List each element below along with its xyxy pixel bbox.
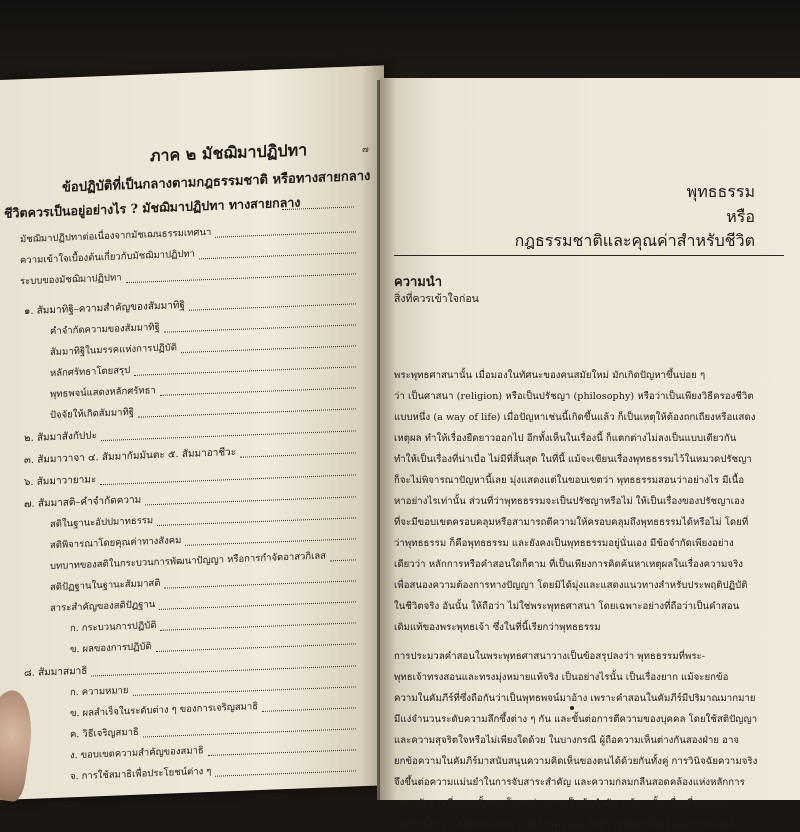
leader-dots [208, 749, 356, 756]
leader-dots [100, 474, 356, 485]
body-line: แบบหนึ่ง (a way of life) เมื่อปัญหาเช่นนี้เกิดขึ้นแล้ว ก็เป็นเหตุให้ต้องถกเถียงหรือแสดง [394, 412, 756, 423]
body-line: การประมวลคำสอนในพระพุทธศาสนาวางเป็นข้อสรุปลงว่า พุทธธรรมที่พระ- [394, 651, 706, 662]
leader-dots [160, 387, 356, 396]
leader-dots [215, 231, 356, 237]
body-line: เหตุผล ทำให้เรื่องยืดยาวออกไป อีกทั้งเห็นในเรื่องนี้ ก็แตกต่างไม่ลงเป็นแบบเดียวกัน [394, 433, 737, 444]
toc-entry: สาระสำคัญของสติปัฏฐาน [50, 599, 156, 615]
leader-dots [91, 665, 356, 676]
toc-entry: คำจำกัดความของสัมมาทิฐิ [50, 321, 160, 338]
toc-entry: ปัจจัยให้เกิดสัมมาทิฐิ [50, 406, 134, 422]
leader-dots [181, 345, 356, 353]
leader-dots [138, 408, 356, 417]
leader-dots [159, 601, 356, 610]
leader-dots [133, 686, 356, 696]
book-title-1: พุทธธรรม [686, 182, 755, 201]
leader-dots [185, 538, 356, 546]
toc-entry: ๖. สัมมาวายามะ [24, 474, 97, 489]
right-page [380, 78, 800, 830]
body-line: พระพุทธศาสนานั้น เมื่อมองในทัศนะของคนสมัยใหม่ มักเกิดปัญหาขึ้นบ่อย ๆ [394, 370, 706, 381]
toc-entry: ๓. สัมมาวาจา ๔. สัมมากัมมันตะ ๕. สัมมาอาชีวะ [24, 446, 237, 467]
title-rule [394, 255, 784, 256]
body-line: จึงขึ้นต่อความแม่นยำในการจับสาระสำคัญ และความกลมกลืนสอดคล้องแห่งหลักการ [394, 777, 745, 788]
toc-entry: ก. กระบวนการปฏิบัติ [70, 619, 157, 635]
body-line: ว่าพุทธธรรม ก็คือพุทธธรรม และยังคงเป็นพุทธธรรมอยู่นั่นเอง มีข้อจำกัดเพียงอย่าง [394, 538, 734, 549]
toc-entry: สติปัฏฐานในฐานะสัมมาสติ [50, 577, 161, 594]
leader-dots [126, 273, 356, 283]
toc-entry: สติพิจารณาโดยคุณค่าทางสังคม [50, 535, 182, 552]
toc-entry: สติในฐานะอัปปมาทธรรม [50, 515, 154, 531]
leader-dots [189, 303, 356, 310]
page-mark: ๗ [362, 144, 369, 156]
toc-entry: หลักศรัทธาโดยสรุป [50, 365, 131, 380]
body-line: ในชีวิตจริง อันนั้น ให้ถือว่า ไม่ใช่พระพุทธศาสนา โดยเฉพาะอย่างที่ถือว่าเป็นคำสอน [394, 601, 740, 612]
toc-entry: จ. การใช้สมาธิเพื่อประโยชน์ต่าง ๆ [70, 765, 212, 783]
body-line: ความในคัมภีร์ที่ซึ่งถือกันว่าเป็นพุทธพจน์มาอ้าง เพราะคำสอนในคัมภีร์มีปริมาณมากมาย [394, 693, 756, 704]
body-line: และความสุจริตใจหรือไม่เพียงใดด้วย ในบางกรณี ผู้ถือความเห็นต่างกันสองฝ่าย อาจ [394, 735, 740, 746]
leader-dots [215, 770, 356, 776]
body-line: หลักฐานต่าง ๆ ก็มักไม่กว้างขวางครอบคลุมพอ จึงหนีไม่พ้นจากอิทธิพลความเห็นและ [394, 819, 741, 830]
footnote-mark [570, 706, 574, 710]
toc-entry: ๒. สัมมาสังกัปปะ [24, 430, 97, 445]
leader-dots [143, 728, 356, 737]
leader-dots [134, 366, 356, 376]
toc-entry: ค. วิธีเจริญสมาธิ [70, 726, 139, 741]
section-heading: ชีวิตควรเป็นอยู่อย่างไร ? มัชฌิมาปฏิปทา ทางสายกลาง [4, 194, 301, 221]
toc-entry: ๗. สัมมาสติ–คำจำกัดความ [24, 494, 142, 511]
body-line: ว่า เป็นศาสนา (religion) หรือเป็นปรัชญา (philosophy) หรือว่าเป็นเพียงวิธีครองชีวิต [394, 391, 754, 402]
body-line: หาอย่างไรเท่านั้น ส่วนที่ว่าพุทธธรรมจะเป็นปรัชญาหรือไม่ ให้เป็นเรื่องของปรัชญาเอง [394, 496, 745, 507]
toc-entry: ก. ความหมาย [70, 685, 129, 699]
leader-dots [145, 496, 356, 505]
toc-entry: ๘. สัมมาสมาธิ [24, 665, 88, 680]
body-line: ที่จะมีขอบเขตครอบคลุมหรือสามารถตีความให้ครอบคลุมถึงพุทธธรรมได้หรือไม่ โดยที่ [394, 517, 749, 528]
body-line: และหลักฐานที่แสดงทั้งหมดโดยหน่วยรวมเป็นข้อสำคัญ แม้กระนั้น เรื่องที่แสดงและ [394, 798, 734, 809]
toc-entry: บทบาทของสติในกระบวนการพัฒนาปัญญา หรือการกำจัดอาสวกิเลส [50, 550, 326, 573]
leader-dots [101, 430, 356, 441]
toc-entry: ข. ผลของการปฏิบัติ [70, 641, 152, 656]
toc-entry: ความเข้าใจเบื้องต้นเกี่ยวกับมัชฌิมาปฏิปทา [20, 248, 195, 267]
leader-dots [330, 559, 356, 561]
toc-entry: สัมมาทิฐิในมรรคแห่งการปฏิบัติ [50, 342, 177, 359]
leader-dots [262, 707, 356, 712]
book-title-3: กฎธรรมชาติและคุณค่าสำหรับชีวิต [514, 231, 755, 250]
body-line: พุทธเจ้าทรงสอนและทรงมุ่งหมายแท้จริง เป็นอย่างไรนั้น เป็นเรื่องยาก แม้จะยกข้อ [394, 672, 729, 683]
body-line: ทำให้เป็นเรื่องที่น่าเบื่อ ไม่มีที่สิ้นสุด ในที่นี้ แม้จะเขียนเรื่องพุทธธรรมไว้ในหมวดปรัชญา [394, 454, 752, 465]
leader-dots [240, 452, 356, 457]
body-line: เพื่อสนองความต้องการทางปัญญา โดยมิได้มุ่งและแสดงแนวทางสำหรับประพฤติปฏิบัติ [394, 580, 748, 591]
toc-entry: ง. ขอบเขตความสำคัญของสมาธิ [70, 745, 204, 762]
toc-entry: ข. ผลสำเร็จในระดับต่าง ๆ ของการเจริญสมาธิ [70, 701, 259, 720]
leader-dots [160, 622, 356, 631]
intro-heading: ความนำ [394, 275, 443, 290]
body-line: มีแง่จำนวนระดับความลึกซึ้งต่าง ๆ กัน และขั้นต่อการตีความของบุคคล โดยใช้สติปัญญา [394, 714, 758, 725]
body-line: ยกข้อความในคัมภีร์มาสนับสนุนความคิดเห็นของตนได้ด้วยกันทั้งคู่ การวินิจฉัยความจริง [394, 756, 758, 767]
toc-entry: พุทธพจน์แสดงหลักศรัทธา [50, 385, 156, 401]
leader-dots [157, 517, 356, 526]
leader-dots [156, 643, 356, 652]
left-page [0, 65, 384, 800]
part-title: ภาค ๒ มัชฌิมาปฏิปทา [150, 140, 308, 166]
leader-dots [164, 580, 356, 588]
body-line: ก็จะไม่พิจารณาปัญหานี้เลย มุ่งแสดงแต่ในขอบเขตว่า พุทธธรรมสอนว่าอย่างไร มีเนื้อ [394, 475, 745, 486]
book-title-2: หรือ [726, 207, 755, 226]
leader-dots [164, 324, 356, 332]
intro-subheading: สิ่งที่ควรเข้าใจก่อน [394, 293, 479, 305]
toc-entry: มัชฌิมาปฏิปทาต่อเนื่องจากมัชเฌนธรรมเทศนา [20, 226, 212, 246]
leader-dots [199, 252, 356, 259]
part-subtitle: ข้อปฏิบัติที่เป็นกลางตามกฎธรรมชาติ หรือทางสายกลาง [62, 168, 371, 196]
body-line: เดียวว่า หลักการหรือคำสอนใดก็ตาม ที่เป็นเพียงการคิดค้นหาเหตุผลในเรื่องความจริง [394, 559, 744, 570]
toc-entry: ๑. สัมมาทิฐิ–ความสำคัญของสัมมาทิฐิ [24, 299, 185, 318]
body-line: เดิมแท้ของพระพุทธเจ้า ซึ่งในที่นี้เรียกว่าพุทธธรรม [394, 622, 601, 633]
toc-entry: ระบบของมัชฌิมาปฏิปทา [20, 272, 122, 288]
